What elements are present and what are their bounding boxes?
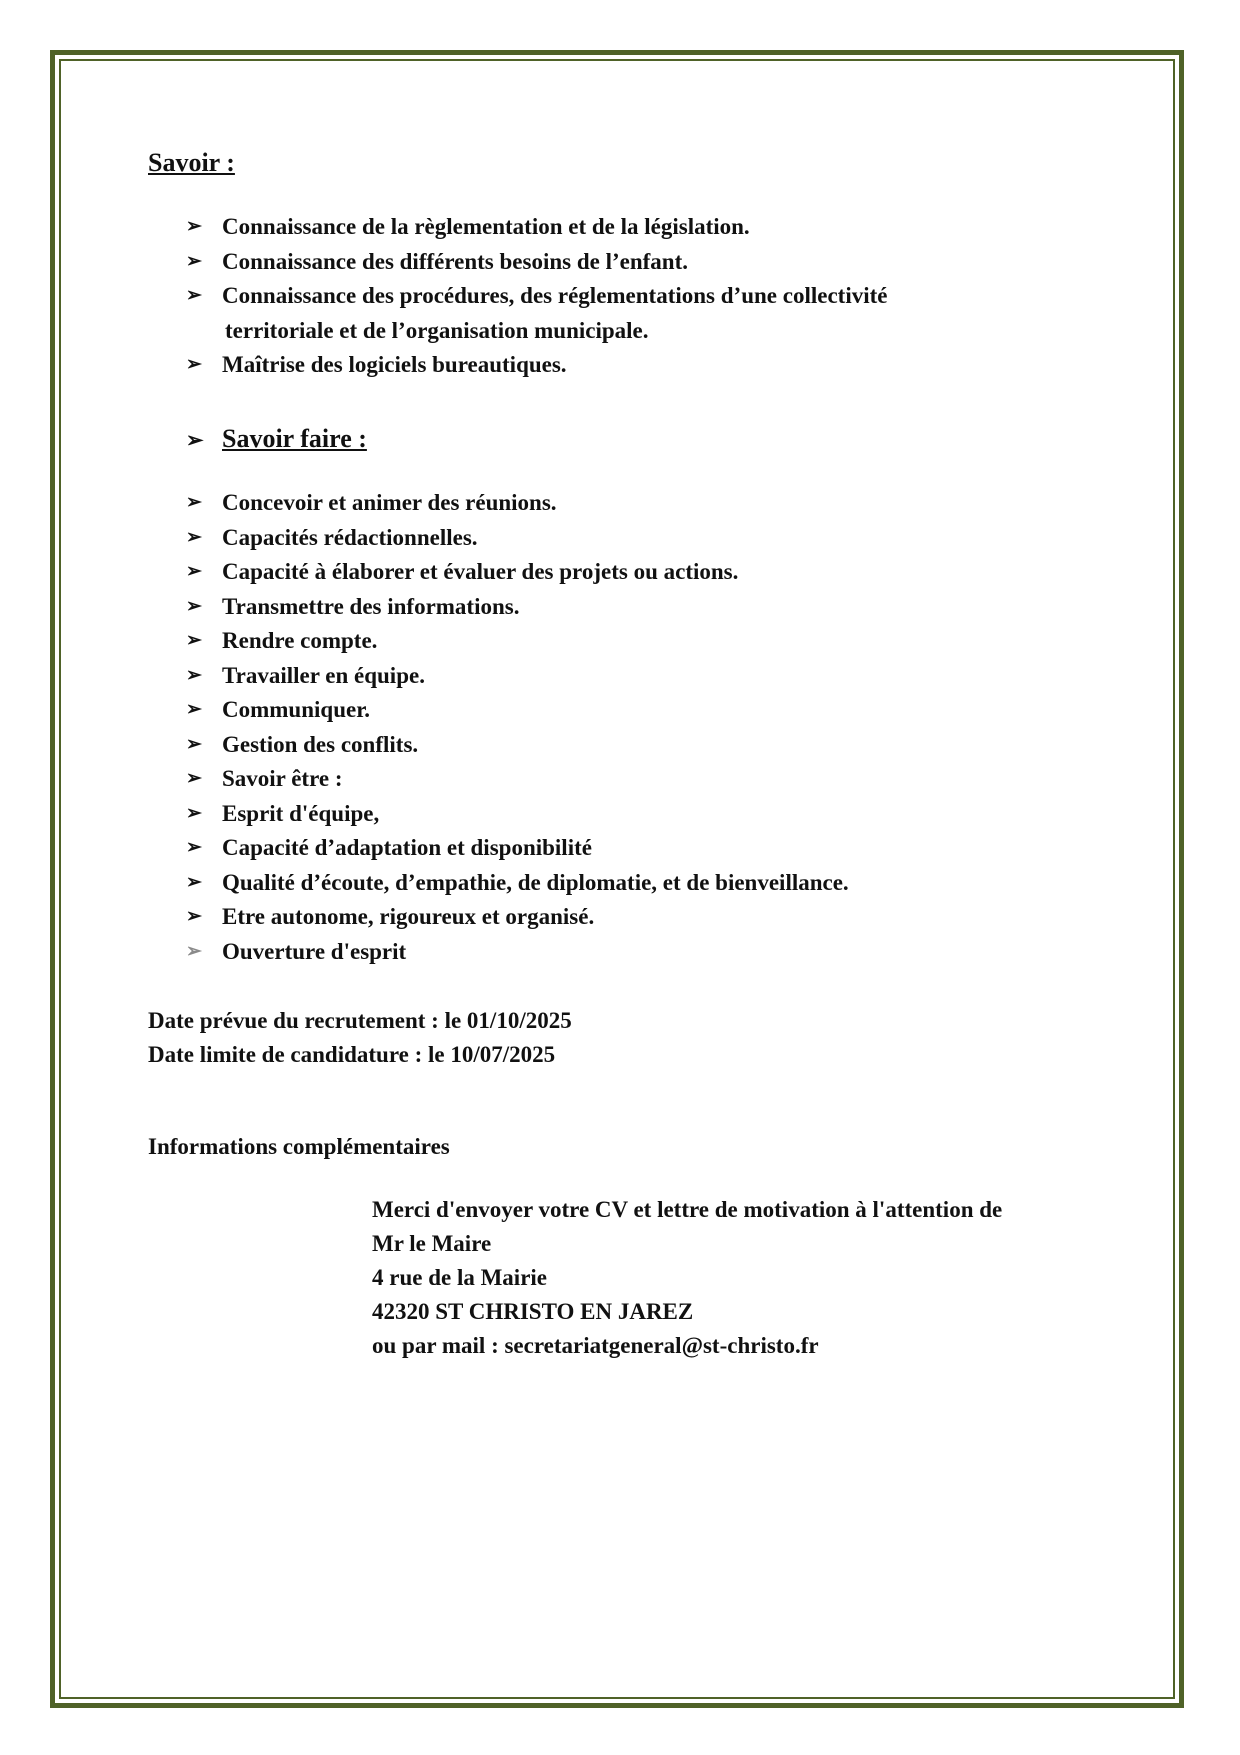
savoir-heading: Savoir :	[148, 148, 235, 177]
list-item: ➢ Capacités rédactionnelles.	[186, 521, 1086, 556]
arrow-bullet-icon: ➢	[186, 733, 202, 755]
arrow-bullet-icon: ➢	[186, 285, 202, 306]
recruitment-date: Date prévue du recrutement : le 01/10/2025	[148, 1008, 572, 1033]
arrow-bullet-icon: ➢	[186, 526, 202, 548]
address-line: Merci d'envoyer votre CV et lettre de motivation à l'attention de	[372, 1197, 1003, 1222]
list-item: ➢ Savoir être :	[186, 762, 1086, 797]
savoir-faire-list	[186, 486, 1086, 969]
arrow-bullet-icon: ➢	[186, 492, 202, 513]
list-item: ➢ Communiquer.	[186, 693, 1086, 728]
list-item-continuation: territoriale et de l’organisation municipale.	[225, 317, 649, 343]
arrow-bullet-icon: ➢	[186, 664, 202, 686]
arrow-bullet-icon: ➢	[186, 250, 202, 272]
contact-address-block	[372, 1193, 1002, 1363]
savoir-faire-heading-row	[186, 424, 367, 454]
arrow-bullet-icon: ➢	[186, 699, 202, 720]
arrow-bullet-icon: ➢	[186, 802, 202, 824]
list-item: ➢ Maîtrise des logiciels bureautiques.	[186, 348, 1086, 383]
list-item: ➢ Connaissance des différents besoins de l’enfant.	[186, 245, 1086, 280]
arrow-bullet-icon: ➢	[186, 595, 202, 617]
dates-block	[148, 1004, 572, 1072]
list-item: ➢ Rendre compte.	[186, 624, 1086, 659]
list-item: ➢ Travailler en équipe.	[186, 659, 1086, 694]
list-item: ➢ Capacité d’adaptation et disponibilité	[186, 831, 1086, 866]
contact-email: ou par mail : secretariatgeneral@st-christo.fr	[372, 1333, 819, 1358]
list-item: ➢ Esprit d'équipe,	[186, 797, 1086, 832]
arrow-bullet-icon: ➢	[186, 561, 202, 582]
arrow-bullet-icon: ➢	[186, 428, 204, 452]
arrow-bullet-icon: ➢	[186, 871, 202, 893]
savoir-list	[186, 210, 1086, 383]
arrow-bullet-icon: ➢	[186, 216, 202, 237]
list-item: ➢ Capacité à élaborer et évaluer des projets ou actions.	[186, 555, 1086, 590]
arrow-bullet-icon: ➢	[186, 906, 202, 927]
arrow-bullet-icon: ➢	[186, 768, 202, 789]
application-deadline: Date limite de candidature : le 10/07/2025	[148, 1042, 556, 1067]
savoir-faire-heading: Savoir faire :	[222, 424, 367, 453]
list-item: ➢ Transmettre des informations.	[186, 590, 1086, 625]
arrow-bullet-icon: ➢	[186, 354, 202, 375]
list-item: ➢ Ouverture d'esprit	[186, 935, 1086, 970]
address-line: 42320 ST CHRISTO EN JAREZ	[372, 1299, 694, 1324]
list-item: ➢ Gestion des conflits.	[186, 728, 1086, 763]
list-item: ➢ Connaissance des procédures, des réglementations d’une collectivité territoriale et de l’organisation municipale.	[186, 279, 1086, 348]
list-item: ➢ Qualité d’écoute, d’empathie, de diplomatie, et de bienveillance.	[186, 866, 1086, 901]
address-line: Mr le Maire	[372, 1231, 492, 1256]
arrow-bullet-icon: ➢	[186, 940, 202, 962]
list-item: ➢ Connaissance de la règlementation et de la législation.	[186, 210, 1086, 245]
list-item: ➢ Concevoir et animer des réunions.	[186, 486, 1086, 521]
arrow-bullet-icon: ➢	[186, 837, 202, 858]
address-line: 4 rue de la Mairie	[372, 1265, 548, 1290]
list-item: ➢ Etre autonome, rigoureux et organisé.	[186, 900, 1086, 935]
arrow-bullet-icon: ➢	[186, 630, 202, 651]
info-title: Informations complémentaires	[148, 1134, 450, 1159]
